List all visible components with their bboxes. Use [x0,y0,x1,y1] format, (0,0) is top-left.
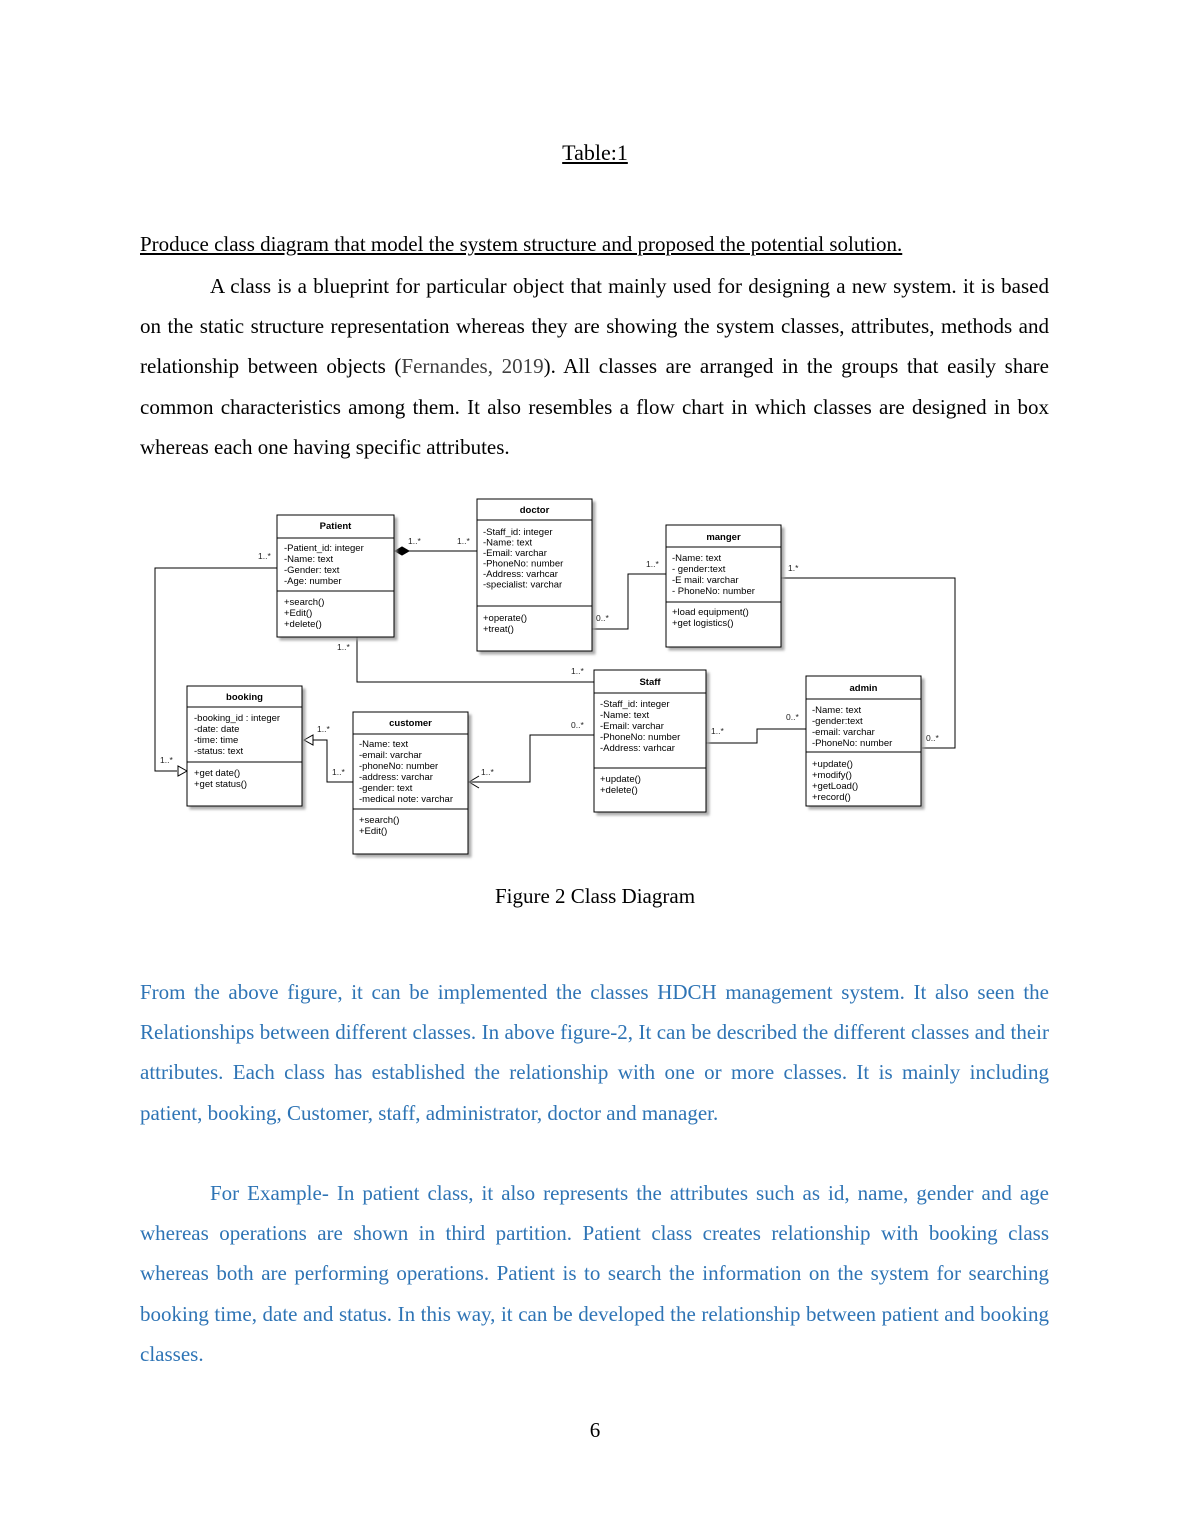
class-doctor [477,499,592,651]
class-staff [594,670,706,812]
multiplicity: 1..* [711,726,724,736]
class-admin [806,676,921,806]
attribute: -Address: varhcar [483,569,558,580]
method: +update() [812,759,853,770]
attribute: -E mail: varchar [672,575,739,586]
attribute: -Staff_id: integer [600,699,670,710]
method: +get date() [194,768,241,779]
attribute: -address: varchar [359,772,433,783]
attribute: -Email: varchar [600,721,664,732]
method: +delete() [600,785,638,796]
method: +record() [812,792,851,803]
attribute: -Name: text [812,705,862,716]
multiplicity: 1..* [332,767,345,777]
method: +treat() [483,624,514,635]
attribute: -Staff_id: integer [483,527,553,538]
attribute: - PhoneNo: number [672,586,755,597]
attribute: -gender:text [812,716,863,727]
paragraph-class-definition [140,266,1049,467]
attribute: -Age: number [284,576,342,587]
class-title: Staff [639,677,661,688]
multiplicity: 1..* [258,551,271,561]
class-title: manger [706,532,741,543]
class-customer [353,712,468,854]
attribute: -status: text [194,746,244,757]
paragraph-text-start: A class is a blueprint for particular object that mainly used for designing a new system. it is based on the static structure representation whereas they are showing the system classes, attributes, methods and relationship between objects ( [140,274,1049,379]
figure-caption: Figure 2 Class Diagram [494,884,696,908]
method: +delete() [284,619,322,630]
table-label: Table:1 [562,140,628,165]
method: +search() [284,597,325,608]
multiplicity: 1..* [646,559,659,569]
attribute: -Email: varchar [483,548,547,559]
attribute: -Name: text [284,554,334,565]
attribute: -PhoneNo: number [600,732,681,743]
method: +search() [359,815,400,826]
page-number: 6 [589,1418,601,1442]
attribute: -time: time [194,735,239,746]
method: +load equipment() [672,607,749,618]
attribute: -PhoneNo: number [812,738,893,749]
multiplicity: 1..* [408,536,421,546]
attribute: -Patient_id: integer [284,543,364,554]
attribute: -date: date [194,724,240,735]
attribute: -gender: text [359,783,413,794]
composition-diamond [395,547,409,555]
attribute: - gender:text [672,564,726,575]
attribute: -Address: varhcar [600,743,675,754]
method: +get status() [194,779,248,790]
multiplicity: 0..* [786,712,799,722]
class-patient [277,515,394,637]
attribute: -booking_id : integer [194,713,281,724]
attribute: -PhoneNo: number [483,558,564,570]
paragraph-figure-description: From the above figure, it can be implemented the classes HDCH management system. It also seen the Relationships between different classes. In above figure-2, It can be described the different classes and their attributes. Each class has established the relationship with one or more classes. It is mainly including patient, booking, Customer, staff, administrator, doctor and manager. [140,980,1049,1125]
citation: Fernandes, 2019 [401,354,544,379]
method: +modify() [812,770,852,781]
attribute: -Name: text [483,537,533,549]
generalization-arrowhead [178,766,187,776]
multiplicity: 0..* [596,613,609,623]
attribute: -phoneNo: number [359,761,439,772]
attribute: -Gender: text [284,565,340,576]
attribute: -medical note: varchar [359,794,453,805]
attribute: -Name: text [600,710,650,721]
method: +get logistics() [672,618,734,629]
paragraph-text-end: ). All classes are arranged in the groups that easily share common characteristics among them. It also resembles a flow chart in which classes are designed in box whereas each one having specific attributes. [140,354,1049,459]
attribute: -Name: text [672,553,722,564]
method: +Edit() [284,608,313,619]
method: +Edit() [359,826,388,837]
multiplicity: 1..* [457,536,470,546]
section-heading: Produce class diagram that model the system structure and proposed the potential solution. [140,232,903,256]
class-booking [187,686,302,806]
class-manger [666,525,781,647]
multiplicity: 1..* [160,755,173,765]
attribute: -Name: text [359,739,409,750]
class-title: customer [389,718,432,729]
paragraph-example: For Example- In patient class, it also represents the attributes such as id, name, gender and age whereas operations are shown in third partition. Patient class creates relationship with booking class whereas both are performing operations. Patient is to search the information on the system for searching booking time, date and status. In this way, it can be developed the relationship between patient and booking classes. [140,1181,1049,1366]
class-title: booking [226,692,263,703]
multiplicity: 1..* [337,642,350,652]
multiplicity: 0..* [926,733,939,743]
class-title: admin [849,683,878,694]
multiplicity: 1.* [788,563,799,573]
class-title: doctor [519,505,550,516]
multiplicity: 1..* [571,666,584,676]
class-title: Patient [319,521,352,532]
multiplicity: 1..* [481,767,494,777]
multiplicity: 1..* [317,724,330,734]
method: +operate() [483,613,528,624]
generalization-arrowhead-booking [304,735,313,745]
attribute: -email: varchar [812,727,875,738]
attribute: -email: varchar [359,750,422,761]
class-diagram [150,495,970,865]
method: +getLoad() [812,781,859,792]
method: +update() [600,774,641,785]
attribute: -specialist: varchar [483,579,563,591]
multiplicity: 0..* [571,720,584,730]
